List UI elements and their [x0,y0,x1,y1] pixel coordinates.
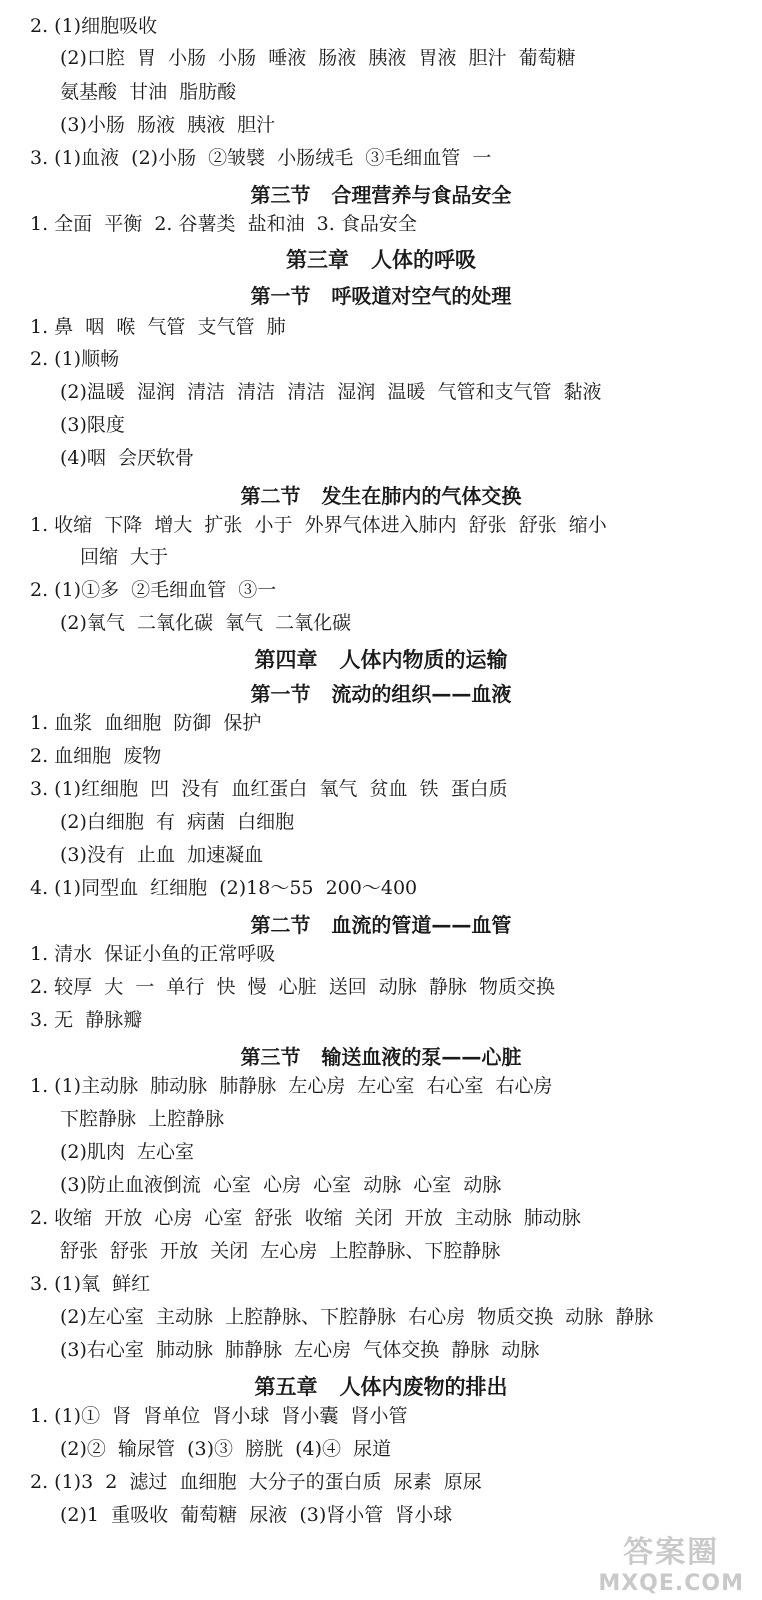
answer-line: (2)温暖 湿润 清洁 清洁 清洁 湿润 温暖 气管和支气管 黏液 [60,381,602,403]
chapter-heading: 第五章 人体内废物的排出 [254,1375,508,1399]
answer-line: 回缩 大于 [80,546,169,568]
answer-line: (3)限度 [60,414,125,436]
answer-line: (3)右心室 肺动脉 肺静脉 左心房 气体交换 静脉 动脉 [60,1339,540,1361]
answer-line: 2. 较厚 大 一 单行 快 慢 心脏 送回 动脉 静脉 物质交换 [30,976,555,998]
answer-line: 2. (1)①多 ②毛细血管 ③一 [30,579,277,601]
answer-line: 3. (1)氧 鲜红 [30,1273,151,1295]
answer-line: 3. 无 静脉瓣 [30,1009,143,1031]
answer-line: (3)小肠 肠液 胰液 胆汁 [60,114,276,136]
answer-line: (3)没有 止血 加速凝血 [60,844,264,866]
section-heading: 第二节 血流的管道——血管 [250,913,512,937]
answer-line: 2. (1)细胞吸收 [30,15,158,37]
answer-line: 氨基酸 甘油 脂肪酸 [60,81,237,103]
answer-line: 4. (1)同型血 红细胞 (2)18～55 200～400 [30,877,418,899]
answer-line: (2)肌肉 左心室 [60,1141,194,1163]
answer-line: 1. 收缩 下降 增大 扩张 小于 外界气体进入肺内 舒张 舒张 缩小 [30,514,607,536]
chapter-heading: 第三章 人体的呼吸 [286,248,476,272]
answer-line: 3. (1)红细胞 凹 没有 血红蛋白 氧气 贫血 铁 蛋白质 [30,778,508,800]
answer-line: (3)防止血液倒流 心室 心房 心室 动脉 心室 动脉 [60,1174,502,1196]
watermark-logo [598,1527,744,1596]
answer-line: (2)氧气 二氧化碳 氧气 二氧化碳 [60,612,352,634]
section-heading: 第一节 呼吸道对空气的处理 [250,284,512,308]
answer-line: (2)左心室 主动脉 上腔静脉、下腔静脉 右心房 物质交换 动脉 静脉 [60,1306,654,1328]
answer-line: 2. (1)3 2 滤过 血细胞 大分子的蛋白质 尿素 原尿 [30,1471,482,1493]
section-heading: 第三节 输送血液的泵——心脏 [240,1045,522,1069]
answer-line: 1. (1)主动脉 肺动脉 肺静脉 左心房 左心室 右心室 右心房 [30,1075,553,1097]
answer-line: 舒张 舒张 开放 关闭 左心房 上腔静脉、下腔静脉 [60,1240,501,1262]
answer-line: (4)咽 会厌软骨 [60,447,194,469]
answer-line: 下腔静脉 上腔静脉 [60,1108,225,1130]
answer-line: 2. (1)顺畅 [30,348,120,370]
answer-line: 1. 血浆 血细胞 防御 保护 [30,712,262,734]
section-heading: 第二节 发生在肺内的气体交换 [240,484,522,508]
answer-line: 2. 血细胞 废物 [30,745,162,767]
section-heading: 第一节 流动的组织——血液 [250,682,512,706]
chapter-heading: 第四章 人体内物质的运输 [254,648,508,672]
answer-line: (2)1 重吸收 葡萄糖 尿液 (3)肾小管 肾小球 [60,1504,453,1526]
answer-line: (2)白细胞 有 病菌 白细胞 [60,811,295,833]
answer-line: (2)口腔 胃 小肠 小肠 唾液 肠液 胰液 胃液 胆汁 葡萄糖 [60,47,576,69]
watermark-url: MXQE.COM [598,1571,744,1596]
answer-line: 1. (1)① 肾 肾单位 肾小球 肾小囊 肾小管 [30,1405,408,1427]
answer-line: 1. 清水 保证小鱼的正常呼吸 [30,943,276,965]
answer-line: (2)② 输尿管 (3)③ 膀胱 (4)④ 尿道 [60,1438,392,1460]
watermark-logo-text: 答案圈 [623,1535,720,1570]
answer-line: 2. 收缩 开放 心房 心室 舒张 收缩 关闭 开放 主动脉 肺动脉 [30,1207,581,1229]
answer-line: 1. 鼻 咽 喉 气管 支气管 肺 [30,316,286,338]
answer-line: 1. 全面 平衡 2. 谷薯类 盐和油 3. 食品安全 [30,213,417,235]
section-heading: 第三节 合理营养与食品安全 [250,183,512,207]
answer-line: 3. (1)血液 (2)小肠 ②皱襞 小肠绒毛 ③毛细血管 一 [30,147,492,169]
